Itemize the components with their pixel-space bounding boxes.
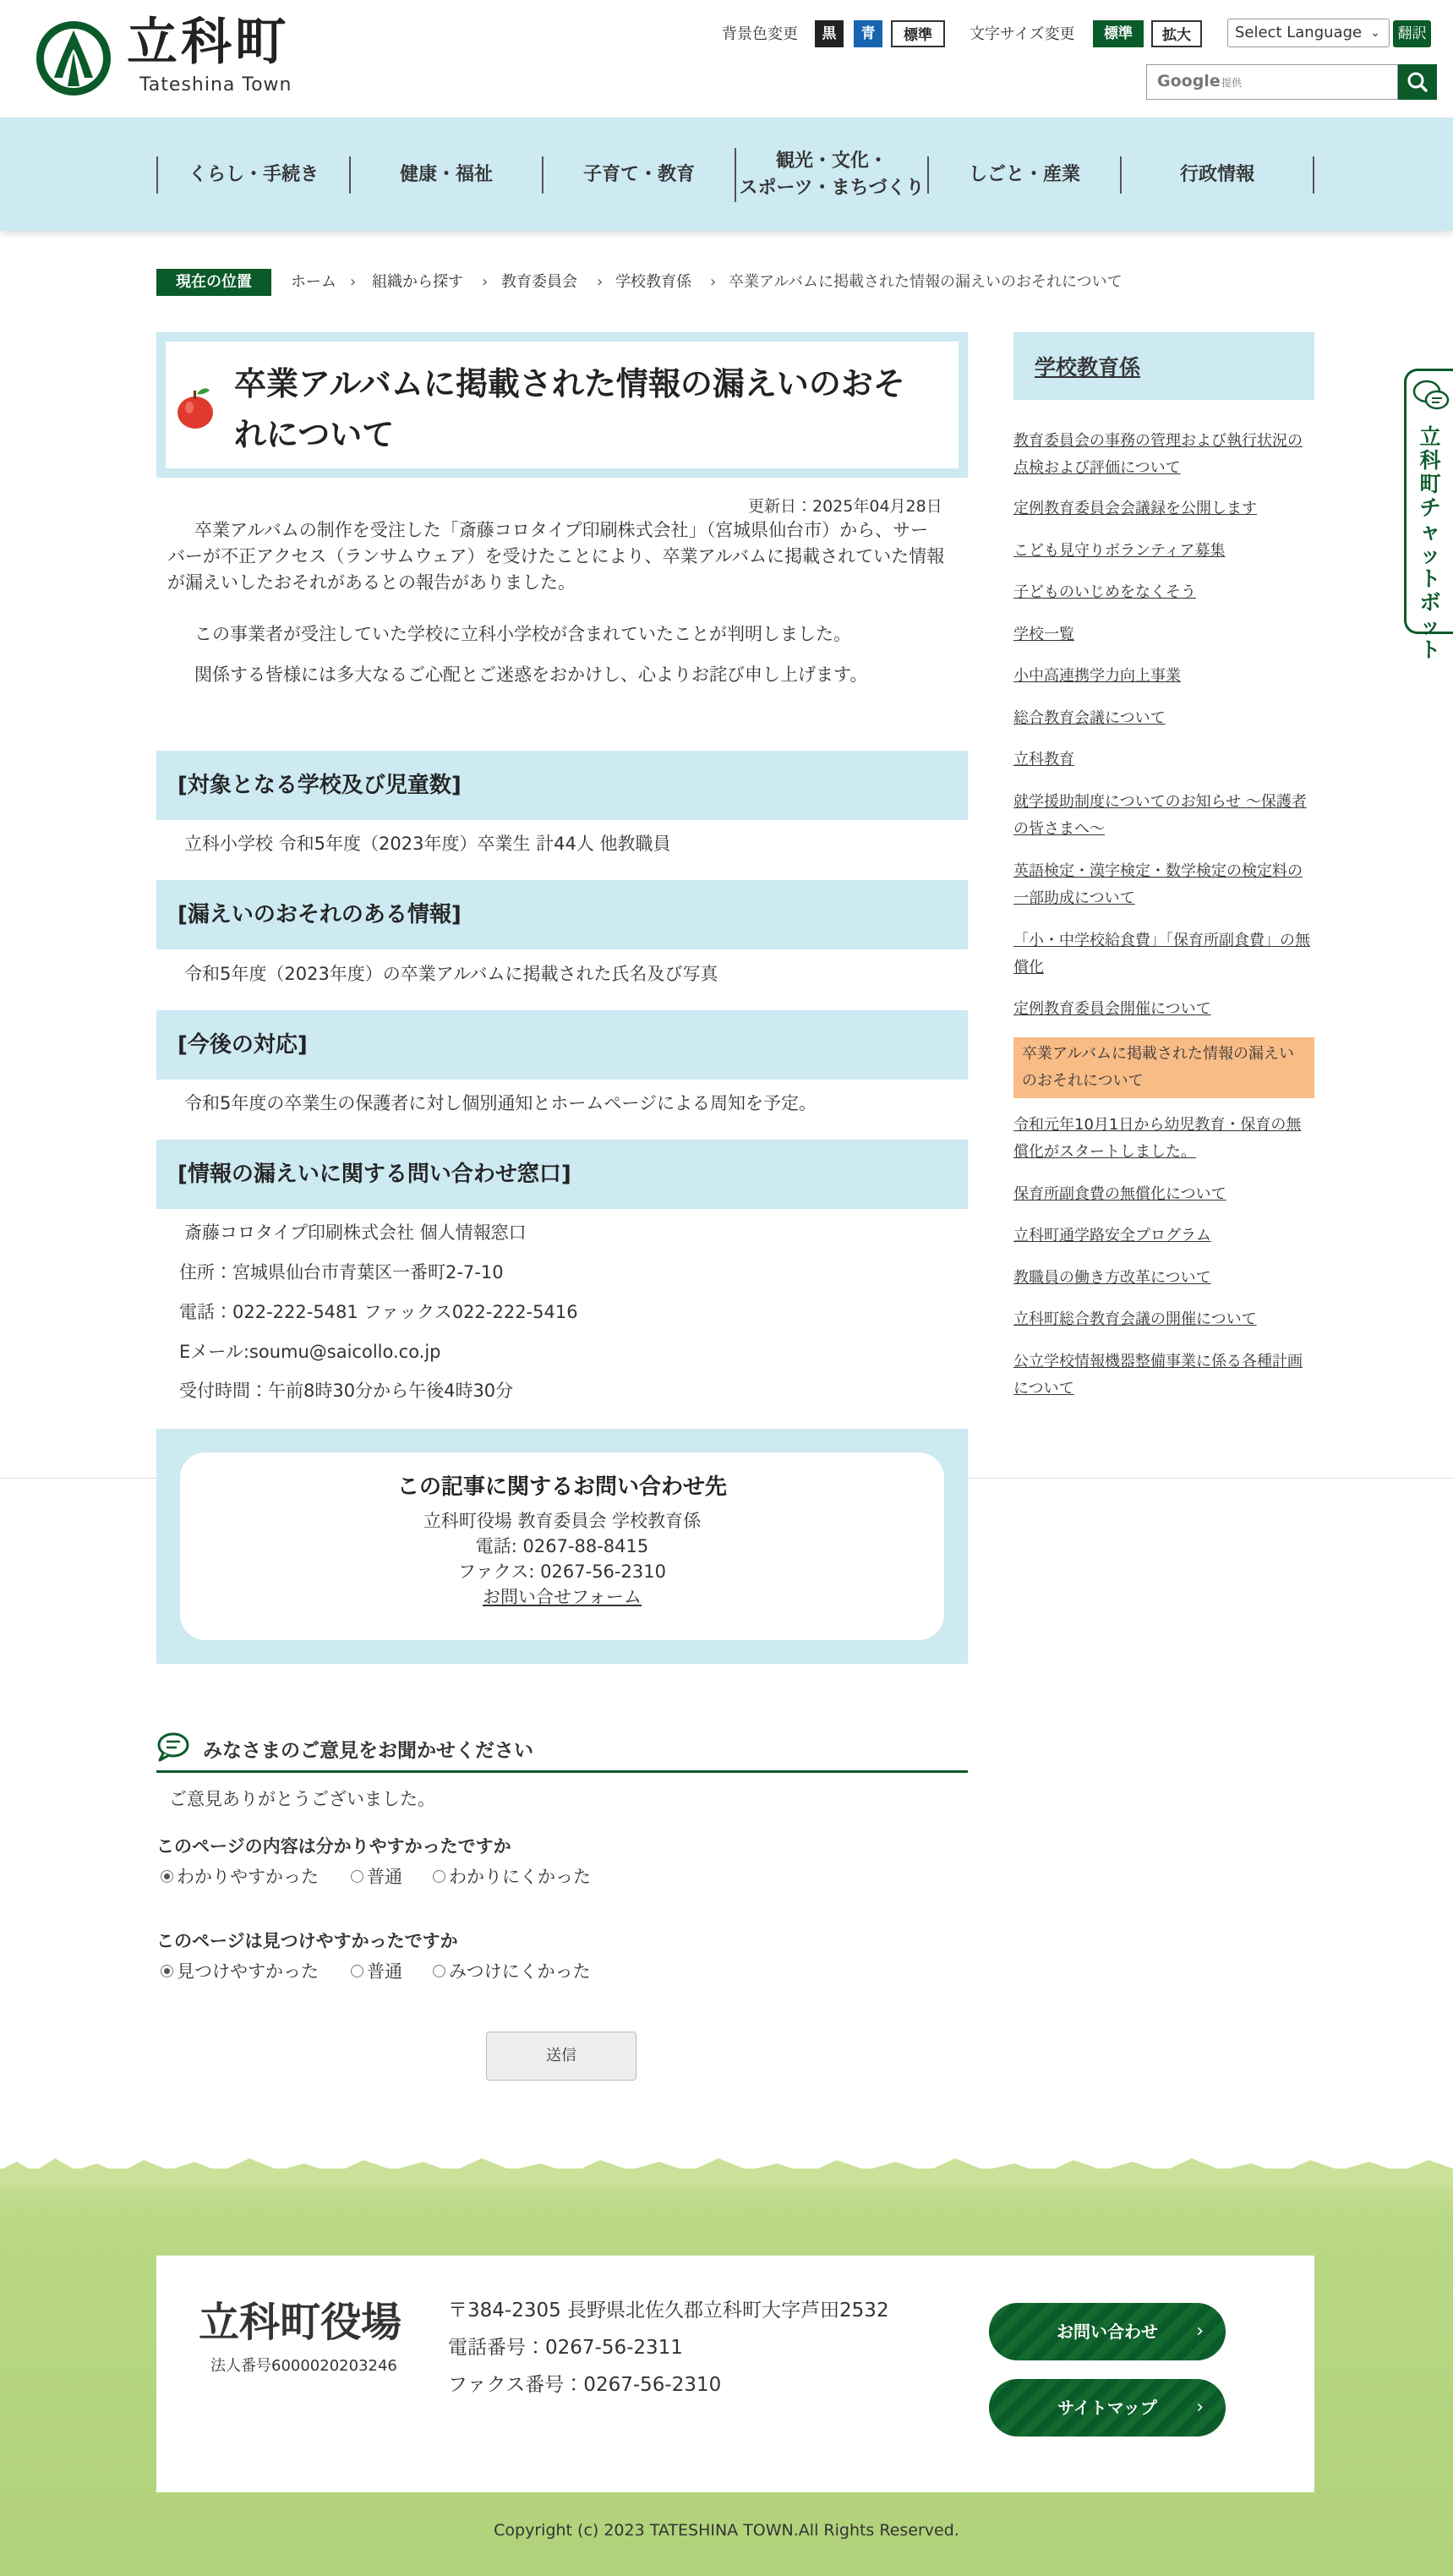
sidebar-link[interactable]: 公立学校情報機器整備事業に係る各種計画について [1013, 1353, 1303, 1397]
option-label: 見つけやすかった [177, 1961, 319, 1982]
breadcrumb-current: 卒業アルバムに掲載された情報の漏えいのおそれについて [729, 273, 1123, 291]
sidebar-link[interactable]: 立科町通学路安全プログラム [1013, 1227, 1211, 1244]
contact-line: Eメール:soumu@saicollo.co.jp [179, 1342, 441, 1362]
updated-date: 更新日：2025年04月28日 [748, 497, 942, 516]
radio-icon [433, 1965, 445, 1977]
sidebar-link[interactable]: 立科町総合教育会議の開催について [1013, 1310, 1257, 1328]
bg-blue-button[interactable]: 青 [854, 20, 882, 47]
q2-option-easy[interactable] [161, 1958, 319, 1983]
chevron-right-icon: › [482, 273, 489, 291]
contact-line: 住所：宮城県仙台市青葉区一番町2-7-10 [179, 1262, 504, 1283]
body-paragraph: 関係する皆様には多大なるご心配とご迷惑をおかけし、心よりお詫び申し上げます。 [194, 665, 868, 685]
section-body: 立科小学校 令和5年度（2023年度）卒業生 計44人 他教職員 [184, 834, 671, 854]
submit-button[interactable]: 送信 [486, 2032, 636, 2081]
footer-office-name: 立科町役場 [199, 2299, 402, 2346]
feedback-rule [156, 1770, 968, 1773]
footer-contact-label: お問い合わせ [1057, 2322, 1158, 2342]
sidebar-link[interactable]: 教職員の働き方改革について [1013, 1269, 1211, 1287]
footer-fax: ファクス番号：0267-56-2310 [448, 2374, 722, 2396]
section-heading: [漏えいのおそれのある情報] [156, 880, 968, 949]
footer-corp-number: 法人番号6000020203246 [210, 2357, 397, 2375]
footer-sitemap-label: サイトマップ [1057, 2398, 1157, 2418]
footer-info-box [156, 2256, 1314, 2492]
q2-option-hard[interactable] [433, 1958, 591, 1983]
footer-sitemap-button[interactable] [989, 2379, 1226, 2437]
nav-item-kurashi[interactable] [156, 156, 349, 194]
sidebar-link-current[interactable] [1013, 1037, 1314, 1098]
nav-item-label: しごと・産業 [968, 164, 1080, 185]
font-size-label: 文字サイズ変更 [970, 25, 1075, 43]
nav-item-shigoto[interactable] [927, 156, 1120, 194]
nav-item-label: 健康・福祉 [399, 164, 493, 185]
section-heading: [情報の漏えいに関する問い合わせ窓口] [156, 1140, 968, 1209]
town-logo-icon[interactable] [34, 19, 113, 98]
inquiry-box [156, 1429, 968, 1664]
body-paragraph: この事業者が受注していた学校に立科小学校が含まれていたことが判明しました。 [194, 624, 851, 644]
section-heading: [今後の対応] [156, 1010, 968, 1080]
sidebar-link[interactable]: こども見守りボランティア募集 [1013, 542, 1226, 560]
breadcrumb-school-education[interactable]: 学校教育係 [615, 273, 691, 291]
option-label: 普通 [367, 1867, 402, 1887]
radio-icon [161, 1965, 173, 1977]
chevron-right-icon: › [597, 273, 604, 291]
q1-option-normal[interactable] [351, 1863, 402, 1889]
body-paragraph: 卒業アルバムの制作を受注した「斎藤コロタイプ印刷株式会社」（宮城県仙台市）から、サーバーが不正アクセス（ランサムウェア）を受けたことにより、卒業アルバムに掲載されていた情報が漏えいしたおそれがあるとの報告がありました。 [167, 520, 945, 593]
radio-icon [351, 1870, 363, 1883]
sidebar-link[interactable]: 立科教育 [1013, 751, 1074, 768]
sidebar-link[interactable]: 子どものいじめをなくそう [1013, 583, 1196, 601]
sidebar-link[interactable]: 教育委員会の事務の管理および執行状況の点検および評価について [1013, 432, 1303, 477]
sidebar-link-current-label: 卒業アルバムに掲載された情報の漏えいのおそれについて [1022, 1045, 1295, 1090]
q1-option-easy[interactable] [161, 1863, 319, 1889]
sidebar-link[interactable]: 保育所副食費の無償化について [1013, 1185, 1226, 1203]
option-label: わかりやすかった [177, 1867, 319, 1887]
page-title-box [156, 332, 968, 478]
inquiry-dept: 立科町役場 教育委員会 学校教育係 [423, 1511, 702, 1531]
chatbot-tab[interactable] [1404, 369, 1453, 662]
q2-option-normal[interactable] [351, 1958, 402, 1983]
language-select[interactable] [1227, 19, 1390, 47]
sidebar-link[interactable]: 英語検定・漢字検定・数学検定の検定料の一部助成について [1013, 862, 1303, 907]
speech-bubble-icon [156, 1731, 190, 1762]
chevron-right-icon: › [710, 273, 717, 291]
site-subtitle: Tateshina Town [139, 74, 292, 96]
radio-icon [161, 1870, 173, 1883]
feedback-title: みなさまのご意見をお聞かせください [203, 1740, 533, 1762]
bg-standard-button[interactable]: 標準 [891, 20, 945, 47]
chevron-right-icon: › [1196, 2321, 1204, 2342]
page-title: 卒業アルバムに掲載された情報の漏えいのおそれについて [234, 365, 905, 453]
footer-contact-button[interactable] [989, 2303, 1226, 2360]
feedback-thanks: ご意見ありがとうございました。 [169, 1789, 435, 1809]
question-2-title: このページは見つけやすかったですか [156, 1931, 458, 1951]
option-label: 普通 [367, 1961, 402, 1982]
radio-icon [433, 1870, 445, 1883]
section-body: 令和5年度の卒業生の保護者に対し個別通知とホームページによる周知を予定。 [184, 1093, 817, 1113]
chevron-right-icon: › [350, 273, 357, 291]
nav-item-label: 観光・文化・ スポーツ・まちづくり [739, 150, 925, 199]
search-button[interactable] [1398, 64, 1437, 100]
bg-black-button[interactable]: 黒 [815, 20, 844, 47]
sidebar-header [1013, 332, 1314, 400]
breadcrumb-board-of-education[interactable]: 教育委員会 [501, 273, 577, 291]
language-select-value: Select Language [1235, 24, 1363, 41]
section-body: 令和5年度（2023年度）の卒業アルバムに掲載された氏名及び写真 [184, 964, 718, 984]
sidebar-link[interactable]: 総合教育会議について [1013, 709, 1166, 727]
breadcrumb-organization[interactable]: 組織から探す [372, 273, 463, 291]
nav-item-gyosei[interactable] [1120, 156, 1313, 194]
inquiry-fax: ファクス: 0267-56-2310 [458, 1561, 666, 1582]
section-heading: [対象となる学校及び児童数] [156, 751, 968, 820]
nav-item-kenko[interactable] [349, 156, 542, 194]
radio-icon [351, 1965, 363, 1977]
apple-icon [174, 384, 216, 429]
grass-decoration [0, 2152, 1453, 2185]
inquiry-form-link-wrap [180, 1584, 944, 1610]
breadcrumb-home[interactable]: ホーム [291, 273, 336, 291]
font-standard-button[interactable]: 標準 [1093, 20, 1144, 47]
chevron-down-icon: ⌄ [1370, 26, 1380, 40]
question-1-title: このページの内容は分かりやすかったですか [156, 1836, 511, 1857]
nav-item-kanko[interactable] [735, 148, 927, 202]
google-label: Google [1157, 72, 1221, 90]
option-label: わかりにくかった [449, 1867, 591, 1887]
breadcrumb-label: 現在の位置 [156, 269, 271, 296]
powered-by-label: 提供 [1221, 77, 1243, 89]
nav-divider [1313, 156, 1314, 194]
copyright: Copyright (c) 2023 TATESHINA TOWN.All Rights Reserved. [494, 2521, 959, 2540]
nav-item-kosodate[interactable] [542, 156, 735, 194]
sidebar-link[interactable]: 定例教育委員会開催について [1013, 1000, 1211, 1018]
option-label: みつけにくかった [449, 1961, 591, 1982]
search-icon [1398, 64, 1437, 100]
sidebar-link[interactable]: 小中高連携学力向上事業 [1013, 667, 1181, 685]
font-large-button[interactable]: 拡大 [1151, 20, 1202, 47]
sidebar-link[interactable]: 学校一覧 [1013, 626, 1074, 643]
contact-line: 電話：022-222-5481 ファックス022-222-5416 [179, 1302, 578, 1322]
inquiry-form-link[interactable]: お問い合せフォーム [483, 1587, 642, 1607]
contact-line: 受付時間：午前8時30分から午後4時30分 [179, 1381, 514, 1401]
chat-icon [1412, 376, 1450, 415]
sidebar-link[interactable]: 令和元年10月1日から幼児教育・保育の無償化がスタートしました。 [1013, 1116, 1302, 1161]
contact-line: 斎藤コロタイプ印刷株式会社 個人情報窓口 [184, 1222, 527, 1243]
search-input[interactable] [1146, 64, 1398, 100]
footer-address: 〒384-2305 長野県北佐久郡立科町大字芦田2532 [448, 2300, 889, 2322]
inquiry-title: この記事に関するお問い合わせ先 [396, 1474, 727, 1500]
footer-tel: 電話番号：0267-56-2311 [448, 2337, 683, 2359]
q1-option-hard[interactable] [433, 1863, 591, 1889]
nav-item-label: 行政情報 [1179, 164, 1254, 185]
sidebar-link[interactable]: 定例教育委員会会議録を公開します [1013, 500, 1257, 517]
translate-button[interactable]: 翻訳 [1393, 20, 1431, 47]
nav-item-label: 子育て・教育 [582, 164, 695, 185]
chatbot-label: 立科町チャットボット [1419, 424, 1441, 662]
chevron-right-icon: › [1196, 2397, 1204, 2418]
inquiry-tel: 電話: 0267-88-8415 [475, 1536, 649, 1556]
sidebar-title-link[interactable]: 学校教育係 [1035, 355, 1141, 380]
bg-color-label: 背景色変更 [722, 25, 798, 43]
sidebar-link[interactable]: 「小・中学校給食費」「保育所副食費」の無償化 [1013, 932, 1310, 976]
nav-item-label: くらし・手続き [188, 164, 319, 185]
sidebar-link[interactable]: 就学援助制度についてのお知らせ ～保護者の皆さまへ～ [1013, 793, 1307, 838]
global-nav [0, 118, 1453, 231]
site-title[interactable]: 立科町 [127, 13, 289, 72]
